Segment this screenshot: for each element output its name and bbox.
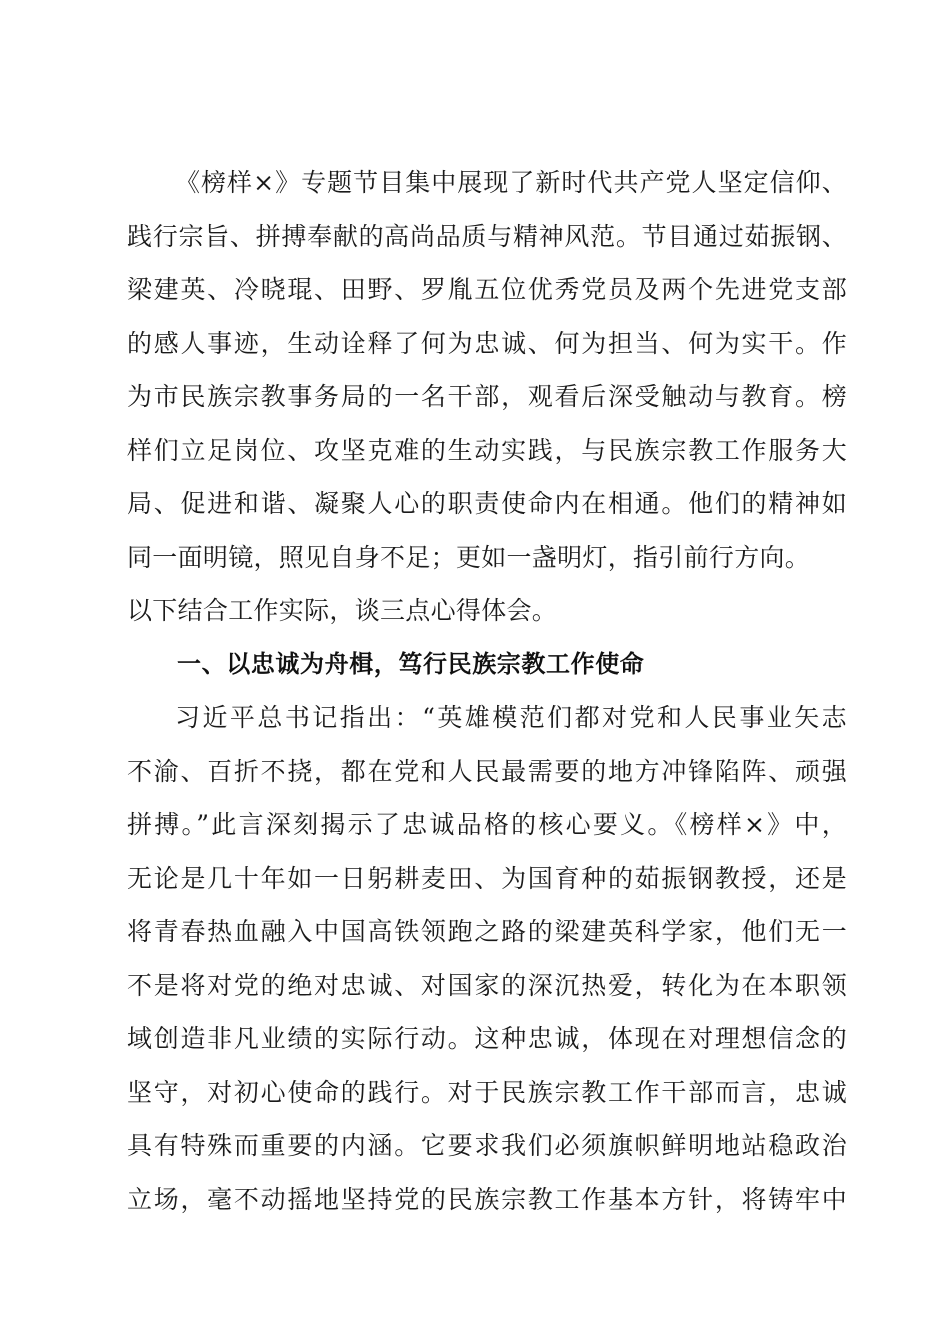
paragraph-line: 的感人事迹，生动诠释了何为忠诚、何为担当、何为实干。作: [127, 328, 847, 358]
paragraph-line: 具有特殊而重要的内涵。它要求我们必须旗帜鲜明地站稳政治: [127, 1131, 847, 1160]
document-body: [127, 156, 847, 1226]
paragraph-line: 坚守，对初心使命的践行。对于民族宗教工作干部而言，忠诚: [127, 1077, 847, 1107]
paragraph-line: 拼搏。”此言深刻揭示了忠诚品格的核心要义。《榜样×》中，: [127, 810, 847, 839]
paragraph-line: 样们立足岗位、攻坚克难的生动实践，与民族宗教工作服务大: [127, 435, 847, 465]
paragraph-line: 将青春热血融入中国高铁领跑之路的梁建英科学家，他们无一: [127, 917, 847, 946]
paragraph-line: 梁建英、冷晓琨、田野、罗胤五位优秀党员及两个先进党支部: [127, 275, 847, 304]
paragraph-line: 以下结合工作实际，谈三点心得体会。: [127, 596, 558, 625]
paragraph-line: 立场，毫不动摇地坚持党的民族宗教工作基本方针，将铸牢中: [127, 1184, 847, 1214]
paragraph-line: 局、促进和谐、凝聚人心的职责使命内在相通。他们的精神如: [127, 489, 847, 518]
section-heading: 一、以忠诚为舟楫，笃行民族宗教工作使命: [177, 649, 645, 678]
paragraph-line: 践行宗旨、拼搏奉献的高尚品质与精神风范。节目通过茹振钢、: [127, 221, 847, 251]
paragraph-line: 为市民族宗教事务局的一名干部，观看后深受触动与教育。榜: [127, 382, 847, 411]
paragraph-line: 无论是几十年如一日躬耕麦田、为国育种的茹振钢教授，还是: [127, 863, 847, 893]
paragraph-line: 不渝、百折不挠，都在党和人民最需要的地方冲锋陷阵、顽强: [127, 756, 847, 786]
paragraph-line: 域创造非凡业绩的实际行动。这种忠诚，体现在对理想信念的: [127, 1024, 847, 1053]
paragraph-line: 同一面明镜，照见自身不足；更如一盏明灯，指引前行方向。: [127, 542, 811, 572]
paragraph-line: 习近平总书记指出：“英雄模范们都对党和人民事业矢志: [175, 703, 847, 732]
paragraph-line: 不是将对党的绝对忠诚、对国家的深沉热爱，转化为在本职领: [127, 970, 847, 1000]
paragraph-line: 《榜样×》专题节目集中展现了新时代共产党人坚定信仰、: [175, 168, 847, 197]
